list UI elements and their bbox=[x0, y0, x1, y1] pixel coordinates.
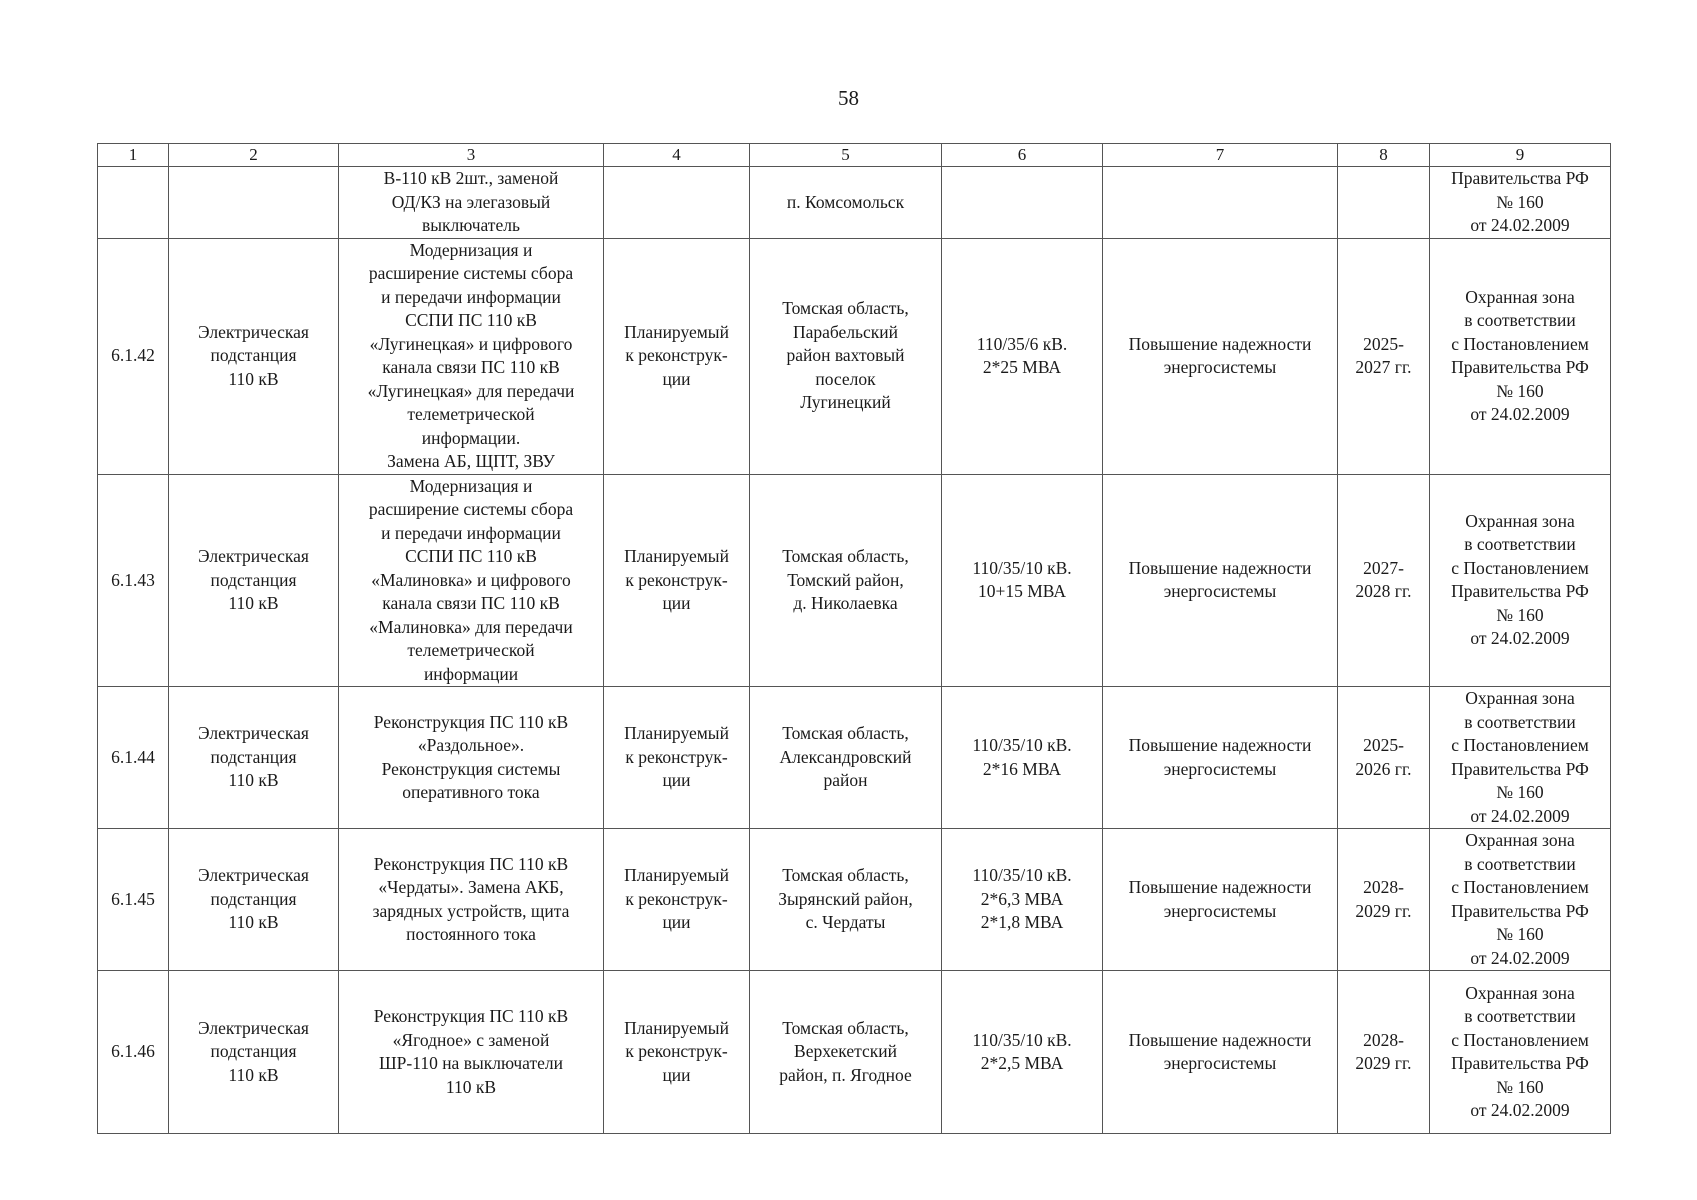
cell-number: 6.1.42 bbox=[98, 238, 169, 474]
cell-location: п. Комсомольск bbox=[750, 167, 942, 239]
cell-object-type bbox=[169, 167, 339, 239]
column-header: 6 bbox=[942, 144, 1103, 167]
table-header-row bbox=[98, 144, 1611, 167]
cell-zone: Охранная зона в соответствии с Постановлением Правительства РФ № 160 от 24.02.2009 bbox=[1430, 829, 1611, 971]
table-row bbox=[98, 971, 1611, 1134]
cell-object-type: Электрическая подстанция 110 кВ bbox=[169, 238, 339, 474]
cell-status bbox=[604, 167, 750, 239]
column-header: 1 bbox=[98, 144, 169, 167]
cell-status: Планируемый к реконструк- ции bbox=[604, 687, 750, 829]
cell-status: Планируемый к реконструк- ции bbox=[604, 971, 750, 1134]
table-row bbox=[98, 829, 1611, 971]
cell-location: Томская область, Александровский район bbox=[750, 687, 942, 829]
cell-period: 2028- 2029 гг. bbox=[1338, 829, 1430, 971]
cell-number: 6.1.46 bbox=[98, 971, 169, 1134]
column-header: 2 bbox=[169, 144, 339, 167]
cell-period: 2028- 2029 гг. bbox=[1338, 971, 1430, 1134]
cell-purpose: Повышение надежности энергосистемы bbox=[1103, 687, 1338, 829]
column-header: 7 bbox=[1103, 144, 1338, 167]
cell-status: Планируемый к реконструк- ции bbox=[604, 829, 750, 971]
cell-object-name: Реконструкция ПС 110 кВ «Раздольное». Реконструкция системы оперативного тока bbox=[339, 687, 604, 829]
cell-parameters: 110/35/6 кВ. 2*25 МВА bbox=[942, 238, 1103, 474]
cell-object-name: Реконструкция ПС 110 кВ «Чердаты». Замена АКБ, зарядных устройств, щита постоянного тока bbox=[339, 829, 604, 971]
cell-parameters: 110/35/10 кВ. 2*2,5 МВА bbox=[942, 971, 1103, 1134]
cell-status: Планируемый к реконструк- ции bbox=[604, 238, 750, 474]
cell-zone: Охранная зона в соответствии с Постановлением Правительства РФ № 160 от 24.02.2009 bbox=[1430, 687, 1611, 829]
cell-parameters: 110/35/10 кВ. 2*16 МВА bbox=[942, 687, 1103, 829]
cell-purpose: Повышение надежности энергосистемы bbox=[1103, 474, 1338, 687]
cell-object-type: Электрическая подстанция 110 кВ bbox=[169, 687, 339, 829]
cell-zone: Охранная зона в соответствии с Постановлением Правительства РФ № 160 от 24.02.2009 bbox=[1430, 474, 1611, 687]
column-header: 3 bbox=[339, 144, 604, 167]
objects-table bbox=[97, 143, 1611, 1134]
table-row bbox=[98, 167, 1611, 239]
cell-location: Томская область, Парабельский район вахтовый поселок Лугинецкий bbox=[750, 238, 942, 474]
cell-object-name: В-110 кВ 2шт., заменой ОД/КЗ на элегазовый выключатель bbox=[339, 167, 604, 239]
table-row bbox=[98, 238, 1611, 474]
cell-object-name: Модернизация и расширение системы сбора и передачи информации ССПИ ПС 110 кВ «Лугинецкая» и цифрового канала связи ПС 110 кВ «Лугинецкая» для передачи телеметрической информации. Замена АБ, ЩПТ, ЗВУ bbox=[339, 238, 604, 474]
column-header: 9 bbox=[1430, 144, 1611, 167]
cell-parameters: 110/35/10 кВ. 10+15 МВА bbox=[942, 474, 1103, 687]
page-number: 58 bbox=[838, 86, 859, 110]
cell-location: Томская область, Верхекетский район, п. Ягодное bbox=[750, 971, 942, 1134]
cell-object-type: Электрическая подстанция 110 кВ bbox=[169, 829, 339, 971]
table-row bbox=[98, 687, 1611, 829]
cell-period bbox=[1338, 167, 1430, 239]
cell-object-type: Электрическая подстанция 110 кВ bbox=[169, 971, 339, 1134]
cell-period: 2027- 2028 гг. bbox=[1338, 474, 1430, 687]
cell-location: Томская область, Зырянский район, с. Чердаты bbox=[750, 829, 942, 971]
cell-number bbox=[98, 167, 169, 239]
cell-parameters bbox=[942, 167, 1103, 239]
table-row bbox=[98, 474, 1611, 687]
cell-purpose: Повышение надежности энергосистемы bbox=[1103, 971, 1338, 1134]
cell-number: 6.1.45 bbox=[98, 829, 169, 971]
cell-purpose: Повышение надежности энергосистемы bbox=[1103, 238, 1338, 474]
cell-period: 2025- 2027 гг. bbox=[1338, 238, 1430, 474]
cell-zone: Правительства РФ № 160 от 24.02.2009 bbox=[1430, 167, 1611, 239]
cell-period: 2025- 2026 гг. bbox=[1338, 687, 1430, 829]
cell-status: Планируемый к реконструк- ции bbox=[604, 474, 750, 687]
cell-purpose bbox=[1103, 167, 1338, 239]
column-header: 8 bbox=[1338, 144, 1430, 167]
cell-number: 6.1.44 bbox=[98, 687, 169, 829]
cell-purpose: Повышение надежности энергосистемы bbox=[1103, 829, 1338, 971]
cell-number: 6.1.43 bbox=[98, 474, 169, 687]
cell-zone: Охранная зона в соответствии с Постановлением Правительства РФ № 160 от 24.02.2009 bbox=[1430, 238, 1611, 474]
cell-object-name: Модернизация и расширение системы сбора и передачи информации ССПИ ПС 110 кВ «Малиновка» и цифрового канала связи ПС 110 кВ «Малиновка» для передачи телеметрической информации bbox=[339, 474, 604, 687]
column-header: 5 bbox=[750, 144, 942, 167]
cell-object-name: Реконструкция ПС 110 кВ «Ягодное» с заменой ШР-110 на выключатели 110 кВ bbox=[339, 971, 604, 1134]
cell-location: Томская область, Томский район, д. Николаевка bbox=[750, 474, 942, 687]
cell-zone: Охранная зона в соответствии с Постановлением Правительства РФ № 160 от 24.02.2009 bbox=[1430, 971, 1611, 1134]
column-header: 4 bbox=[604, 144, 750, 167]
cell-parameters: 110/35/10 кВ. 2*6,3 МВА 2*1,8 МВА bbox=[942, 829, 1103, 971]
cell-object-type: Электрическая подстанция 110 кВ bbox=[169, 474, 339, 687]
